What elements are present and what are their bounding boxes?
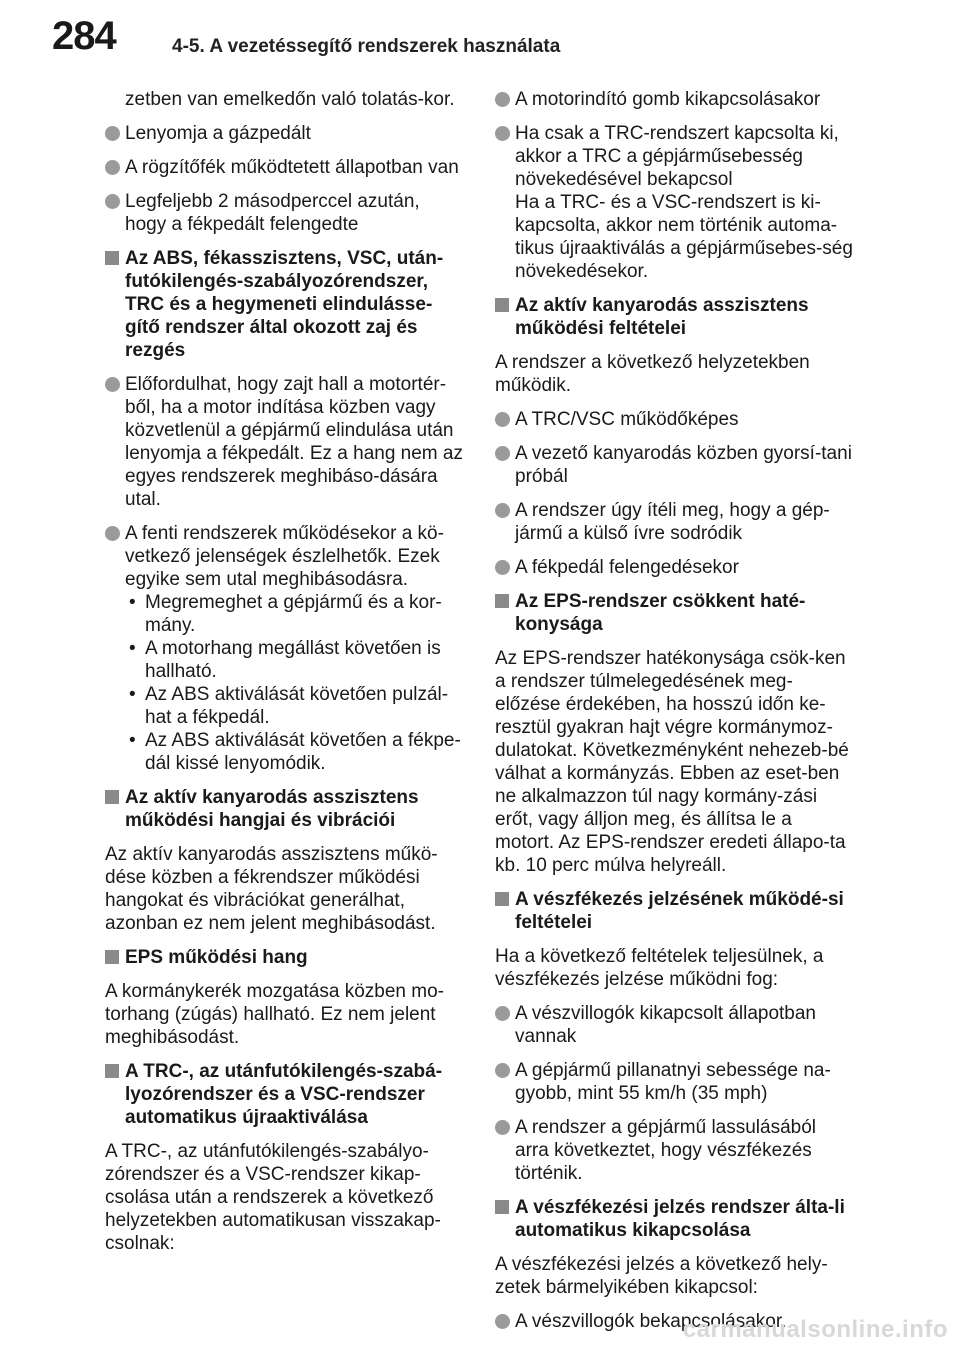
bullet-text: Legfeljebb 2 másodperccel azután, hogy a fékpedált felengedte [125, 191, 420, 235]
sub-list-text: Megremeghet a gépjármű és a kor-mány. [145, 592, 442, 636]
bullet-text: A rendszer a gépjármű lassulásából arra következtet, hogy vészfékezés történik. [515, 1117, 817, 1184]
bullet-icon [495, 1120, 510, 1135]
bullet-icon [105, 377, 120, 392]
bullet-item [495, 1059, 855, 1105]
sub-list-item [125, 637, 465, 683]
bullet-item [495, 442, 855, 488]
heading-text: Az aktív kanyarodás asszisztens működési feltételei [515, 295, 809, 339]
bullet-text: A fenti rendszerek működésekor a kö-vetkező jelenségek észlelhetők. Ezek egyike sem utal meghibásodásra. [125, 523, 444, 590]
section-heading [105, 786, 465, 832]
continued-text: zetben van emelkedőn való tolatás-kor. [125, 89, 455, 110]
heading-text: EPS működési hang [125, 947, 308, 968]
paragraph: A vészfékezési jelzés a következő hely-zetek bármelyikében kikapcsol: [495, 1254, 828, 1298]
bullet-icon [495, 446, 510, 461]
heading-text: A TRC-, az utánfutókilengés-szabá-lyozórendszer és a VSC-rendszer automatikus újraaktiválása [125, 1061, 443, 1128]
heading-text: A vészfékezési jelzés rendszer álta-li automatikus kikapcsolása [515, 1197, 845, 1241]
bullet-icon [495, 503, 510, 518]
bullet-text: Előfordulhat, hogy zajt hall a motortér-ből, ha a motor indítása közben vagy közvetlenül a gépjármű elindulása után lenyomja a fékpedált. Ez a hang nem az egyes rendszerek meghibáso-dására utal. [125, 374, 463, 510]
section-heading [495, 294, 855, 340]
sub-list-text: A motorhang megállást követően is hallható. [145, 638, 441, 682]
section-heading [495, 888, 855, 934]
bullet-icon [105, 526, 120, 541]
bullet-text: A fékpedál felengedésekor [515, 557, 739, 578]
square-heading-icon [495, 594, 509, 608]
heading-text: Az aktív kanyarodás asszisztens működési hangjai és vibrációi [125, 787, 419, 831]
bullet-item [105, 156, 465, 179]
section-heading [105, 1060, 465, 1129]
section-heading [495, 1196, 855, 1242]
bullet-text: A vészvillogók kikapcsolt állapotban vannak [515, 1003, 817, 1047]
bullet-item [495, 122, 855, 283]
heading-text: Az EPS-rendszer csökkent haté-konysága [515, 591, 806, 635]
square-heading-icon [495, 298, 509, 312]
bullet-item [105, 122, 465, 145]
paragraph: Az aktív kanyarodás asszisztens műkö-dése közben a fékrendszer működési hangokat és vibrációkat generálhat, azonban ez nem jelent meghibásodást. [105, 844, 438, 934]
bullet-icon [495, 1006, 510, 1021]
square-heading-icon [105, 790, 119, 804]
bullet-item [495, 1116, 855, 1185]
left-column [105, 88, 465, 1266]
square-heading-icon [105, 950, 119, 964]
square-heading-icon [105, 1064, 119, 1078]
paragraph: Ha a következő feltételek teljesülnek, a vészfékezés jelzése működni fog: [495, 946, 824, 990]
sub-list-item [125, 591, 465, 637]
bullet-text: Lenyomja a gázpedált [125, 123, 311, 144]
bullet-text: A rögzítőfék működtetett állapotban van [125, 157, 459, 178]
page-number: 284 [52, 14, 116, 58]
page-header [0, 0, 960, 70]
bullet-text: Ha csak a TRC-rendszert kapcsolta ki, akkor a TRC a gépjárműsebesség növekedésével bekapcsol Ha a TRC- és a VSC-rendszert is ki-kapcsolta, akkor nem történik automa-tikus újraaktiválás a gépjárműsebes-ség növekedésekor. [515, 123, 853, 282]
bullet-text: A rendszer úgy ítéli meg, hogy a gép-jármű a külső ívre sodródik [515, 500, 830, 544]
paragraph: A rendszer a következő helyzetekben működik. [495, 352, 810, 396]
bullet-icon [105, 160, 120, 175]
chapter-title: 4-5. A vezetéssegítő rendszerek használata [172, 36, 561, 57]
paragraph: A kormánykerék mozgatása közben mo-torhang (zúgás) hallható. Ez nem jelent meghibásodást. [105, 981, 444, 1048]
bullet-text: A TRC/VSC működőképes [515, 409, 739, 430]
sub-list-item [125, 683, 465, 729]
bullet-text: A gépjármű pillanatnyi sebessége na-gyobb, mint 55 km/h (35 mph) [515, 1060, 831, 1104]
bullet-icon [105, 194, 120, 209]
paragraph: A TRC-, az utánfutókilengés-szabályo-zórendszer és a VSC-rendszer kikap-csolása után a rendszerek a következő helyzetekben automatikusan visszakap-csolnak: [105, 1141, 441, 1254]
bullet-text: A vezető kanyarodás közben gyorsí-tani próbál [515, 443, 852, 487]
section-heading [105, 946, 465, 969]
small-bullet-icon: • [129, 730, 136, 751]
watermark: carmanualsonline.info [682, 1316, 948, 1343]
heading-text: A vészfékezés jelzésének működé-si feltételei [515, 889, 844, 933]
bullet-icon [495, 560, 510, 575]
section-heading [495, 590, 855, 636]
square-heading-icon [495, 1200, 509, 1214]
bullet-icon [495, 126, 510, 141]
bullet-text: A motorindító gomb kikapcsolásakor [515, 89, 821, 110]
small-bullet-icon: • [129, 684, 136, 705]
sub-list-item [125, 729, 465, 775]
bullet-icon [495, 1063, 510, 1078]
bullet-item [105, 373, 465, 511]
bullet-item [495, 556, 855, 579]
bullet-item [495, 408, 855, 431]
bullet-icon [495, 1314, 510, 1329]
small-bullet-icon: • [129, 638, 136, 659]
heading-text: Az ABS, fékasszisztens, VSC, után-futókilengés-szabályozórendszer, TRC és a hegymeneti elindulásse-gítő rendszer által okozott zaj és rezgés [125, 248, 444, 361]
bullet-icon [495, 412, 510, 427]
bullet-icon [495, 92, 510, 107]
bullet-item [495, 88, 855, 111]
bullet-item [495, 1002, 855, 1048]
bullet-text: A vészvillogók bekapcsolásakor. [515, 1311, 787, 1332]
right-column [495, 88, 855, 1344]
bullet-icon [105, 126, 120, 141]
sub-list-text: Az ABS aktiválását követően a fékpe-dál kissé lenyomódik. [145, 730, 461, 774]
bullet-item [495, 499, 855, 545]
paragraph: Az EPS-rendszer hatékonysága csök-ken a rendszer túlmelegedésének meg-előzése érdekében, ha hosszú időn ke-resztül gyakran hajt végre kormánymoz-dulatokat. Következményként nehezeb-bé válhat a kormányzás. Ebben az eset-ben ne alkalmazzon túl nagy kormány-zási erőt, vagy álljon meg, és állítsa le a motort. Az EPS-rendszer eredeti állapo-ta kb. 10 perc múlva helyreáll. [495, 648, 849, 876]
sub-list-text: Az ABS aktiválását követően pulzál-hat a fékpedál. [145, 684, 449, 728]
square-heading-icon [495, 892, 509, 906]
bullet-item [105, 190, 465, 236]
square-heading-icon [105, 251, 119, 265]
bullet-item [105, 522, 465, 775]
section-heading [105, 247, 465, 362]
small-bullet-icon: • [129, 592, 136, 613]
